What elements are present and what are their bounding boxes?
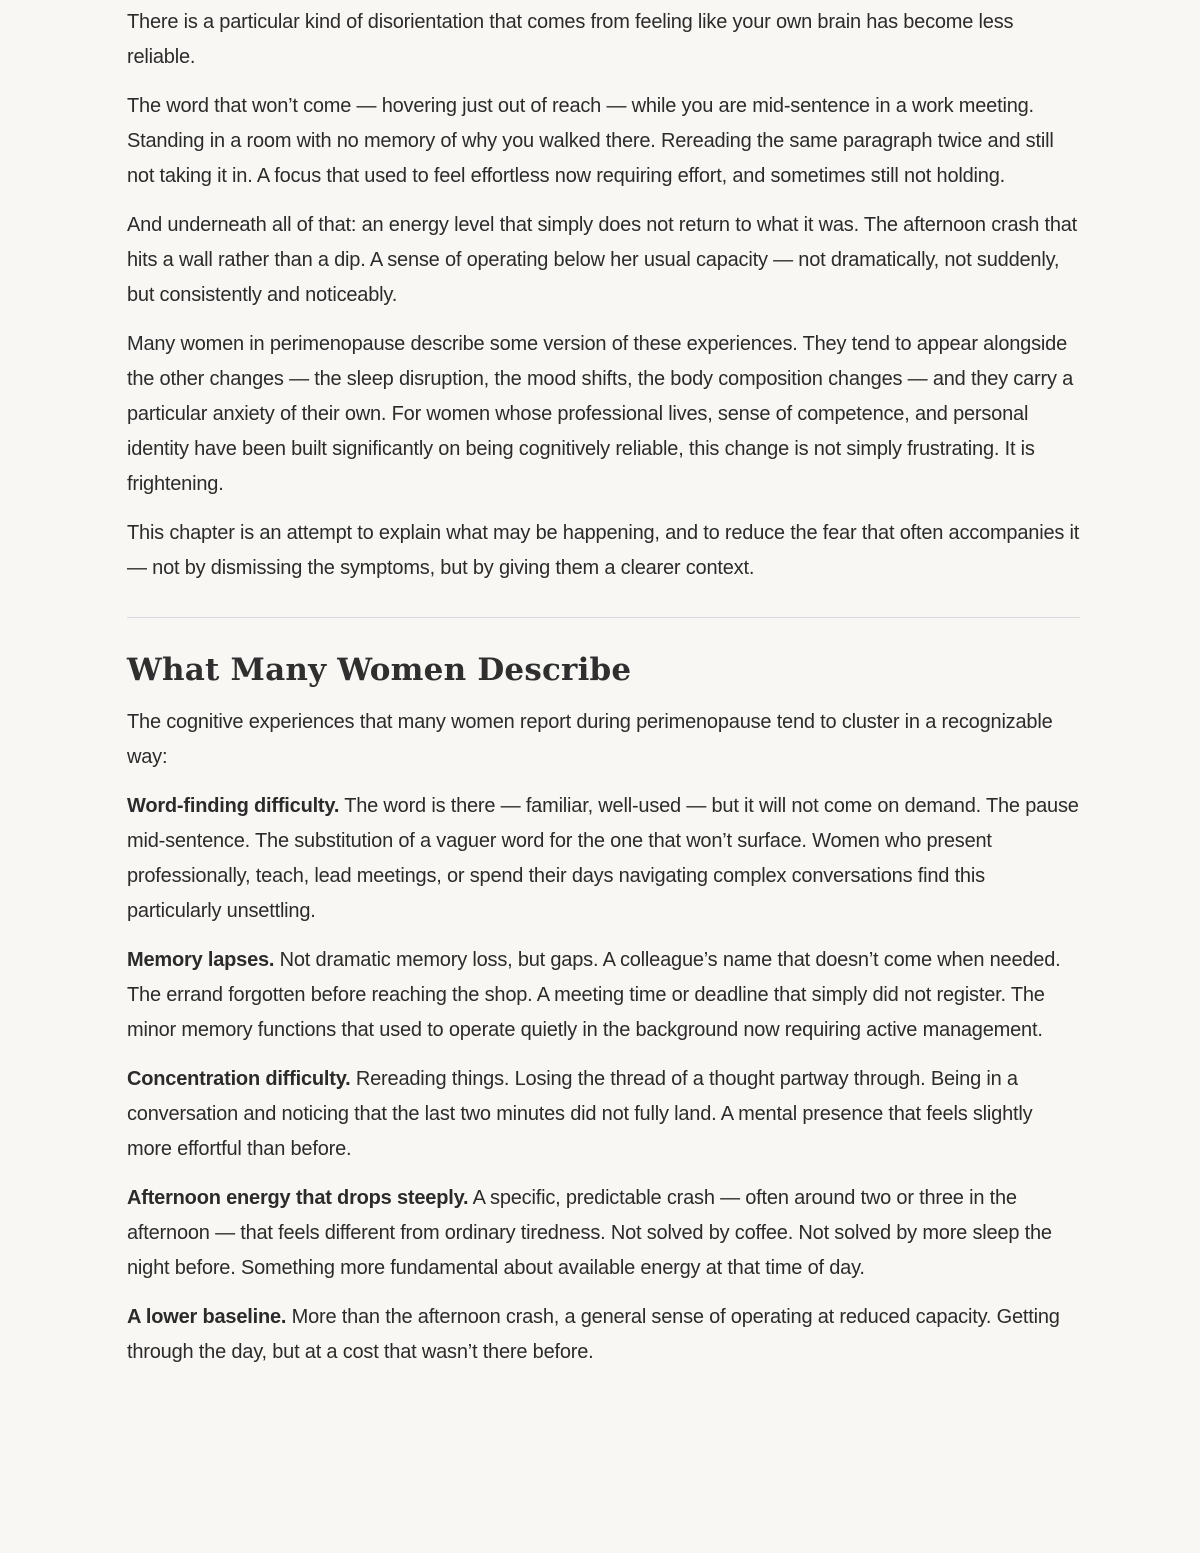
symptom-description: Rereading things. Losing the thread of a thought partway through. Being in a conversation and noticing that the last two minutes did not fully land. A mental presence that feels slightly more effortful than before.: [127, 1068, 1033, 1160]
symptom-item: [127, 1181, 1080, 1286]
symptom-item: [127, 1300, 1080, 1370]
symptom-item: [127, 789, 1080, 929]
intro-paragraph: There is a particular kind of disorientation that comes from feeling like your own brain has become less reliable.: [127, 11, 1014, 68]
symptom-term: Word-finding difficulty.: [127, 795, 340, 817]
intro-paragraph: The word that won’t come — hovering just out of reach — while you are mid-sentence in a work meeting. Standing in a room with no memory of why you walked there. Rereading the same paragraph twice and still not taking it in. A focus that used to feel effortless now requiring effort, and sometimes still not holding.: [127, 95, 1054, 187]
symptom-term: A lower baseline.: [127, 1306, 287, 1328]
article-content: [127, 5, 1080, 1384]
symptom-term: Concentration difficulty.: [127, 1068, 351, 1090]
symptom-description: The word is there — familiar, well-used — but it will not come on demand. The pause mid-sentence. The substitution of a vaguer word for the one that won’t surface. Women who present professionally, teach, lead meetings, or spend their days navigating complex conversations find this particularly unsettling.: [127, 795, 1079, 922]
symptom-description: A specific, predictable crash — often around two or three in the afternoon — that feels different from ordinary tiredness. Not solved by coffee. Not solved by more sleep the night before. Something more fundamental about available energy at that time of day.: [127, 1187, 1052, 1279]
symptom-description: Not dramatic memory loss, but gaps. A colleague’s name that doesn’t come when needed. The errand forgotten before reaching the shop. A meeting time or deadline that simply did not register. The minor memory functions that used to operate quietly in the background now requiring active management.: [127, 949, 1061, 1041]
intro-paragraph: And underneath all of that: an energy level that simply does not return to what it was. The afternoon crash that hits a wall rather than a dip. A sense of operating below her usual capacity — not dramatically, not suddenly, but consistently and noticeably.: [127, 214, 1078, 306]
intro-paragraph: Many women in perimenopause describe some version of these experiences. They tend to appear alongside the other changes — the sleep disruption, the mood shifts, the body composition changes — and they carry a particular anxiety of their own. For women whose professional lives, sense of competence, and personal identity have been built significantly on being cognitively reliable, this change is not simply frustrating. It is frightening.: [127, 333, 1074, 495]
symptom-term: Memory lapses.: [127, 949, 275, 971]
symptom-item: [127, 1062, 1080, 1167]
section-divider: [127, 617, 1080, 618]
section-lead: The cognitive experiences that many women report during perimenopause tend to cluster in a recognizable way:: [127, 711, 1053, 768]
symptom-term: Afternoon energy that drops steeply.: [127, 1187, 469, 1209]
section-heading: What Many Women Describe: [127, 652, 632, 688]
symptom-item: [127, 943, 1080, 1048]
intro-paragraph: This chapter is an attempt to explain what may be happening, and to reduce the fear that often accompanies it — not by dismissing the symptoms, but by giving them a clearer context.: [127, 522, 1080, 579]
symptom-description: More than the afternoon crash, a general sense of operating at reduced capacity. Getting through the day, but at a cost that wasn’t there before.: [127, 1306, 1060, 1363]
